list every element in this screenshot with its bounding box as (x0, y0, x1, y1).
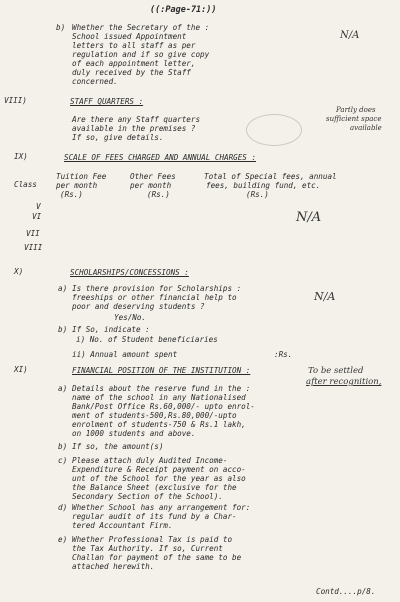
class-row-label: VI (32, 212, 42, 221)
question-line: ment of students-500,Rs.80,000/-upto (72, 411, 237, 420)
handwritten-note: To be settled (308, 366, 364, 376)
item-label: b) (56, 23, 66, 32)
question-line: Whether School has any arrangement for: (72, 503, 251, 512)
question-line: the Tax Authority. If so, Current (72, 544, 223, 553)
question-line: Whether the Secretary of the : (72, 23, 210, 32)
question-line: Challan for payment of the same to be (72, 553, 242, 562)
section-number: XI) (14, 365, 28, 374)
question-line: If So, indicate : (72, 325, 150, 334)
question-line: poor and deserving students ? (72, 302, 205, 311)
item-label: c) (58, 456, 68, 465)
handwritten-note: Partly does (336, 106, 376, 114)
question-line: the Balance Sheet (exclusive for the (72, 483, 237, 492)
column-header: (Rs.) (147, 190, 170, 199)
handwritten-answer: N/A (340, 30, 360, 41)
section-title: SCHOLARSHIPS/CONCESSIONS : (70, 268, 189, 277)
item-label: e) (58, 535, 68, 544)
question-line: Expenditure & Receipt payment on acco- (72, 465, 246, 474)
column-header: per month (56, 181, 98, 190)
column-header: fees, building fund, etc. (206, 181, 321, 190)
section-number: X) (14, 267, 24, 276)
question-line: If so, give details. (72, 133, 164, 142)
yes-no-option: Yes/No. (114, 313, 147, 322)
sub-item: ii) Annual amount spent (72, 350, 178, 359)
handwritten-answer: N/A (314, 290, 336, 303)
class-row-label: VII (26, 229, 40, 238)
question-line: Bank/Post Office Rs.60,000/- upto enrol- (72, 402, 255, 411)
question-line: Are there any Staff quarters (72, 115, 201, 124)
class-row-label: VIII (24, 243, 43, 252)
column-header: Total of Special fees, annual (204, 172, 337, 181)
question-line: regulation and if so give copy (72, 50, 210, 59)
question-line: regular audit of its fund by a Char- (72, 512, 237, 521)
column-header: Tuition Fee (56, 172, 107, 181)
section-number: VIII) (4, 96, 27, 105)
currency-unit: :Rs. (274, 350, 293, 359)
question-line: unt of the School for the year as also (72, 474, 246, 483)
section-title: FINANCIAL POSITION OF THE INSTITUTION : (72, 366, 251, 375)
question-line: Is there provision for Scholarships : (72, 284, 242, 293)
question-line: concerned. (72, 77, 118, 86)
column-header: Class (14, 180, 37, 189)
question-line: Please attach duly Audited Income- (72, 456, 228, 465)
question-line: tered Accountant Firm. (72, 521, 173, 530)
handwritten-note: sufficient space (326, 115, 382, 123)
item-label: a) (58, 284, 68, 293)
item-label: d) (58, 503, 68, 512)
section-number: IX) (14, 152, 28, 161)
question-line: duly received by the Staff (72, 68, 191, 77)
question-line: name of the school in any Nationalised (72, 393, 246, 402)
column-header: Other Fees (130, 172, 176, 181)
page-marker: ((:Page-71:)) (150, 5, 217, 15)
question-line: enrolment of students-750 & Rs.1 lakh, (72, 420, 246, 429)
question-line: on 1000 students and above. (72, 429, 196, 438)
question-line: Details about the reserve fund in the : (72, 384, 251, 393)
question-line: Secondary Section of the School). (72, 492, 223, 501)
sub-item: i) No. of Student beneficiaries (76, 335, 218, 344)
stamp-mark (246, 114, 302, 146)
section-title: SCALE OF FEES CHARGED AND ANNUAL CHARGES : (64, 153, 257, 162)
question-line: attached herewith. (72, 562, 155, 571)
item-label: a) (58, 384, 68, 393)
item-label: b) (58, 325, 68, 334)
question-line: School issued Appointment (72, 32, 187, 41)
question-line: available in the premises ? (72, 124, 196, 133)
item-label: b) (58, 442, 68, 451)
handwritten-note: available (350, 124, 382, 132)
column-header: (Rs.) (246, 190, 269, 199)
question-line: letters to all staff as per (72, 41, 196, 50)
column-header: (Rs.) (60, 190, 83, 199)
question-line: of each appointment letter, (72, 59, 196, 68)
handwritten-answer: N/A (296, 210, 322, 225)
continuation-note: Contd....p/8. (316, 587, 376, 596)
question-line: Whether Professional Tax is paid to (72, 535, 233, 544)
question-line: If so, the amount(s) (72, 442, 164, 451)
section-title: STAFF QUARTERS : (70, 97, 144, 106)
class-row-label: V (36, 202, 41, 211)
column-header: per month (130, 181, 172, 190)
question-line: freeships or other financial help to (72, 293, 237, 302)
handwritten-note: after recognition, (306, 377, 382, 387)
